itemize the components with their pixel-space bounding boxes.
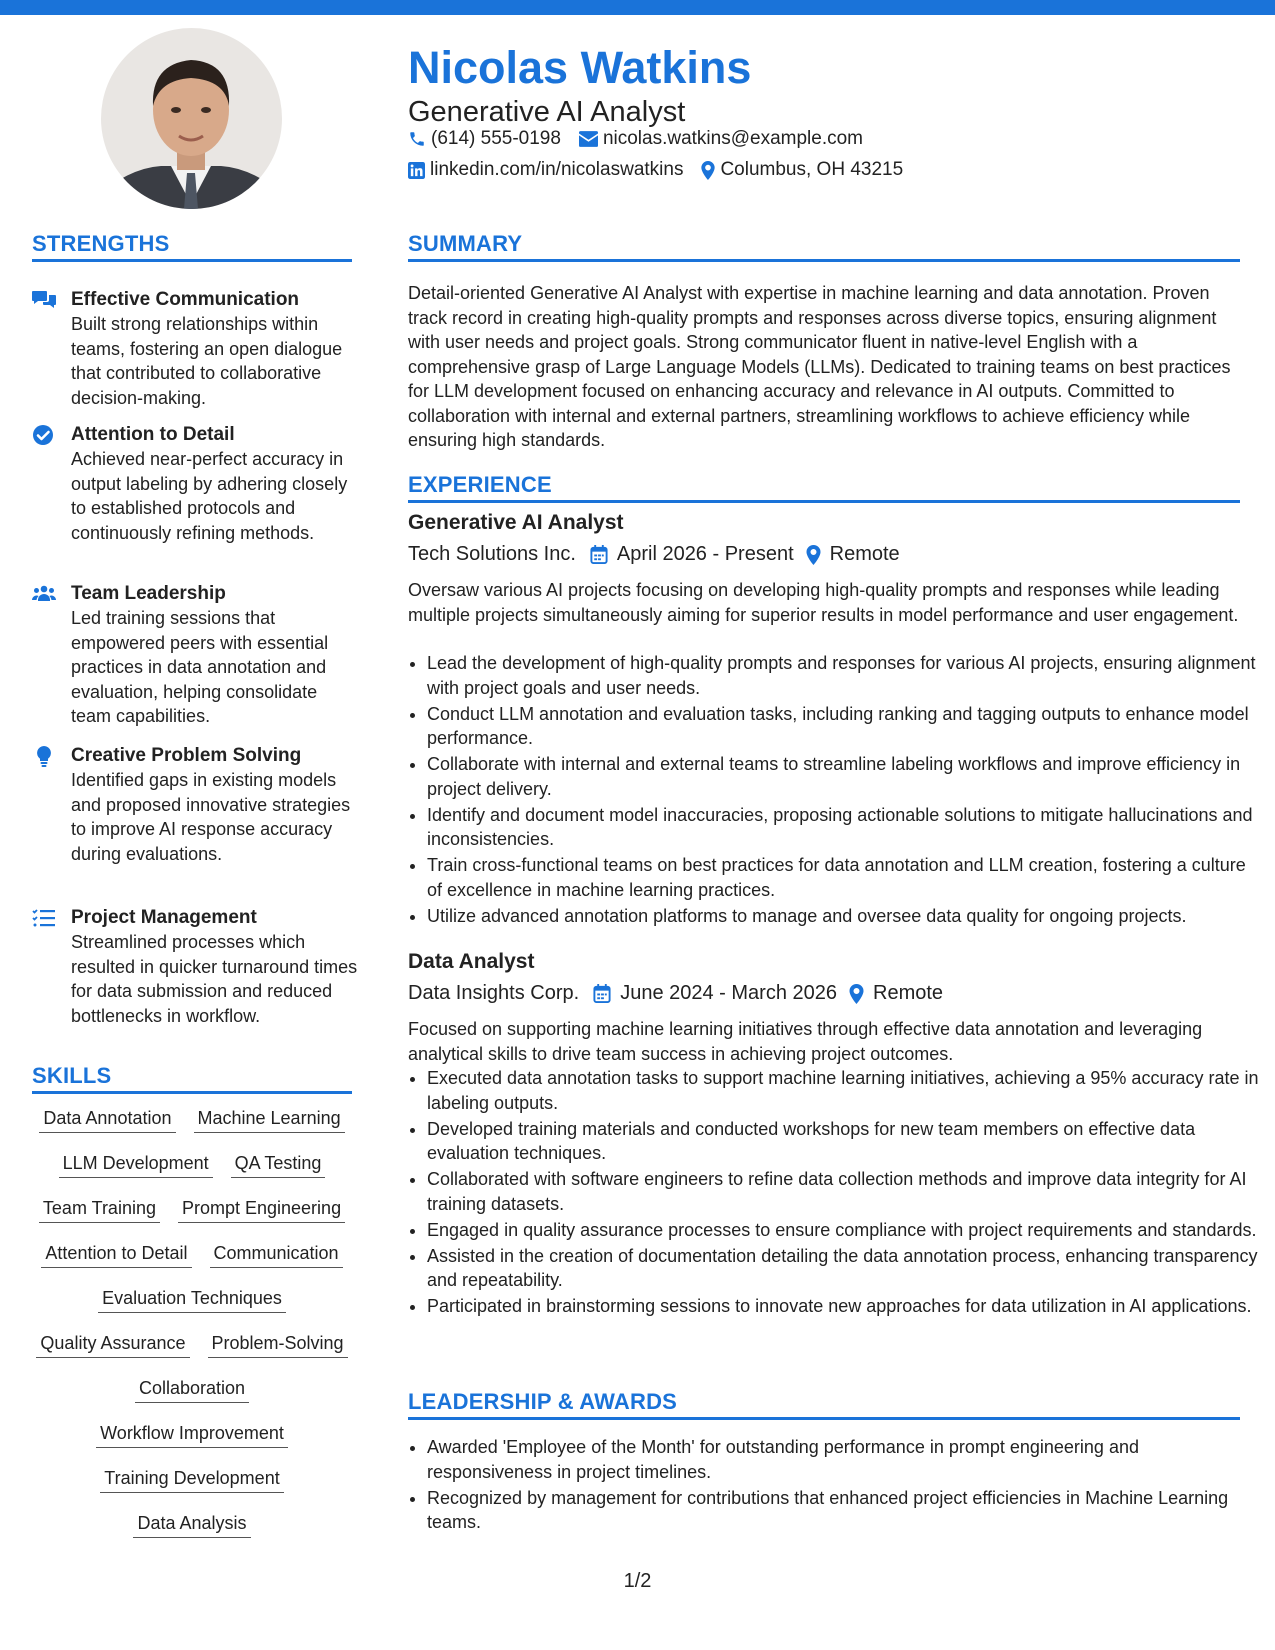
bullet-item: • Collaborated with software engineers to refine data collection methods and improve data integrity for AI training datasets. — [427, 1167, 1259, 1216]
linkedin-contact[interactable] — [408, 159, 683, 181]
skill-tag: Attention to Detail — [41, 1241, 191, 1268]
job-company: Tech Solutions Inc. — [408, 543, 576, 565]
skill-tag: Team Training — [39, 1196, 160, 1223]
leadership-bullets — [408, 1435, 1259, 1536]
skill-tag: Data Annotation — [39, 1106, 175, 1133]
strengths-heading: STRENGTHS — [32, 231, 170, 256]
leadership-rule — [408, 1417, 1240, 1420]
phone-text: (614) 555-0198 — [431, 128, 561, 149]
job-description-text: Oversaw various AI projects focusing on developing high-quality prompts and responses while leading multiple projects simultaneously aiming for superior results in model performance and user engagement. — [408, 580, 1239, 625]
strength-desc: Achieved near-perfect accuracy in output labeling by adhering closely to established protocols and continuously refining methods. — [71, 449, 348, 543]
strengths-rule — [32, 259, 352, 262]
job-description — [408, 578, 1240, 627]
skills-row — [32, 1151, 352, 1196]
skill-tag: QA Testing — [231, 1151, 326, 1178]
email-contact[interactable] — [579, 128, 863, 150]
phone-contact[interactable] — [408, 128, 561, 150]
skills-row — [32, 1106, 352, 1151]
skills-row — [32, 1376, 352, 1421]
check-circle-icon — [32, 424, 56, 446]
bullet-item: • Train cross-functional teams on best practices for data annotation and LLM creation, fostering a culture of excellence in machine learning practices. — [427, 853, 1259, 902]
job-dates — [593, 982, 837, 1005]
bullet-item: • Awarded 'Employee of the Month' for outstanding performance in prompt engineering and responsiveness in project timelines. — [427, 1435, 1259, 1484]
bullet-item: • Lead the development of high-quality prompts and responses for various AI projects, ensuring alignment with project goals and user needs. — [427, 651, 1259, 700]
location-text: Columbus, OH 43215 — [720, 159, 904, 180]
page-number: 1/2 — [623, 1570, 652, 1592]
skills-rule — [32, 1091, 352, 1094]
skill-tag: LLM Development — [59, 1151, 213, 1178]
strength-desc: Built strong relationships within teams, fostering an open dialogue that contributed to collaborative decision-making. — [71, 314, 343, 408]
task-list-icon — [32, 907, 56, 929]
bullet-item: • Assisted in the creation of documentation detailing the data annotation process, enhancing transparency and repeatability. — [427, 1244, 1259, 1293]
candidate-name: Nicolas Watkins — [408, 42, 752, 93]
job-company: Data Insights Corp. — [408, 982, 580, 1004]
envelope-icon — [579, 131, 598, 147]
job-location-text: Remote — [873, 982, 944, 1004]
skill-tag: Machine Learning — [194, 1106, 345, 1133]
contact-row-2 — [408, 159, 921, 181]
location-pin-icon — [849, 984, 864, 1004]
strength-title: Attention to Detail — [71, 424, 235, 445]
profile-photo — [101, 28, 282, 209]
bullet-item: • Identify and document model inaccuracies, proposing actionable solutions to mitigate hallucinations and inconsistencies. — [427, 803, 1259, 852]
job-location — [849, 982, 943, 1005]
skill-tag: Communication — [210, 1241, 343, 1268]
location-pin-icon — [806, 545, 821, 565]
summary-section — [408, 281, 1240, 453]
job-meta — [408, 543, 912, 566]
leadership-heading: LEADERSHIP & AWARDS — [408, 1389, 678, 1414]
bullet-item: • Utilize advanced annotation platforms to manage and oversee data quality for ongoing projects. — [427, 904, 1259, 929]
job-title: Generative AI Analyst — [408, 511, 624, 534]
location-pin-icon — [701, 161, 715, 180]
skills-row — [32, 1196, 352, 1241]
job-location — [806, 543, 900, 566]
contact-row-1 — [408, 128, 881, 150]
skills-heading: SKILLS — [32, 1063, 112, 1088]
bullet-item: • Engaged in quality assurance processes to ensure compliance with project requirements and standards. — [427, 1218, 1259, 1243]
job-title: Data Analyst — [408, 950, 535, 973]
strength-desc: Identified gaps in existing models and proposed innovative strategies to improve AI response accuracy during evaluations. — [71, 770, 351, 864]
summary-heading: SUMMARY — [408, 231, 523, 256]
bullet-item: • Developed training materials and conducted workshops for new team members on effective data evaluation techniques. — [427, 1117, 1259, 1166]
skills-row — [32, 1241, 352, 1286]
job-description — [408, 1017, 1240, 1066]
strength-desc: Led training sessions that empowered peers with essential practices in data annotation and evaluation, helping consolidate team capabilities. — [71, 608, 329, 726]
linkedin-text: linkedin.com/in/nicolaswatkins — [430, 159, 684, 180]
bullet-item: • Collaborate with internal and external teams to streamline labeling workflows and improve efficiency in project delivery. — [427, 752, 1259, 801]
location-contact — [701, 159, 903, 181]
skill-tag: Evaluation Techniques — [98, 1286, 286, 1313]
strength-desc: Streamlined processes which resulted in quicker turnaround times for data submission and reduced bottlenecks in workflow. — [71, 932, 358, 1026]
bullet-item: • Recognized by management for contributions that enhanced project efficiencies in Machine Learning teams. — [427, 1486, 1259, 1535]
skill-tag: Data Analysis — [133, 1511, 250, 1538]
strength-title: Team Leadership — [71, 583, 226, 604]
skills-list — [32, 1106, 352, 1556]
skill-tag: Prompt Engineering — [178, 1196, 345, 1223]
calendar-icon — [593, 984, 611, 1003]
skill-tag: Workflow Improvement — [96, 1421, 288, 1448]
job-bullets — [408, 651, 1259, 930]
email-text: nicolas.watkins@example.com — [602, 128, 863, 149]
strength-title: Creative Problem Solving — [71, 745, 302, 766]
linkedin-icon — [408, 162, 425, 179]
skills-row — [32, 1511, 352, 1556]
strength-title: Effective Communication — [71, 289, 300, 310]
chat-bubbles-icon — [32, 289, 56, 311]
job-dates — [590, 543, 794, 566]
skills-row — [32, 1421, 352, 1466]
bullet-item: • Executed data annotation tasks to support machine learning initiatives, achieving a 95% accuracy rate in labeling outputs. — [427, 1066, 1259, 1115]
experience-heading: EXPERIENCE — [408, 472, 552, 497]
skills-row — [32, 1331, 352, 1376]
experience-rule — [408, 500, 1240, 503]
bullet-item: • Conduct LLM annotation and evaluation tasks, including ranking and tagging outputs to enhance model performance. — [427, 702, 1259, 751]
lightbulb-icon — [32, 745, 56, 767]
summary-rule — [408, 259, 1240, 262]
job-description-text: Focused on supporting machine learning initiatives through effective data annotation and leveraging analytical skills to drive team success in achieving project outcomes. — [408, 1019, 1203, 1064]
bullet-item: • Participated in brainstorming sessions to innovate new approaches for data utilization in AI applications. — [427, 1294, 1259, 1319]
top-accent-bar — [0, 0, 1275, 15]
calendar-icon — [590, 545, 608, 564]
skill-tag: Collaboration — [135, 1376, 249, 1403]
skill-tag: Problem-Solving — [208, 1331, 348, 1358]
strength-title: Project Management — [71, 907, 257, 928]
job-location-text: Remote — [829, 543, 900, 565]
job-dates-text: June 2024 - March 2026 — [620, 982, 838, 1004]
candidate-title: Generative AI Analyst — [408, 96, 686, 128]
job-meta — [408, 982, 955, 1005]
job-dates-text: April 2026 - Present — [616, 543, 794, 565]
job-bullets — [408, 1066, 1259, 1320]
phone-icon — [408, 130, 426, 148]
summary-text: Detail-oriented Generative AI Analyst with expertise in machine learning and data annotation. Proven track record in creating high-quality prompts and responses across diverse topics, ensuring alignment with user needs and project goals. Strong communicator fluent in native-level English with a comprehensive grasp of Large Language Models (LLMs). Dedicated to training teams on best practices for LLM development focused on enhancing accuracy and relevance in AI outputs. Committed to collaboration with internal and external partners, streamlining workflows to achieve efficiency while ensuring high standards. — [408, 283, 1231, 450]
skill-tag: Quality Assurance — [36, 1331, 189, 1358]
skill-tag: Training Development — [100, 1466, 283, 1493]
team-icon — [32, 583, 56, 605]
skills-row — [32, 1466, 352, 1511]
skills-row — [32, 1286, 352, 1331]
